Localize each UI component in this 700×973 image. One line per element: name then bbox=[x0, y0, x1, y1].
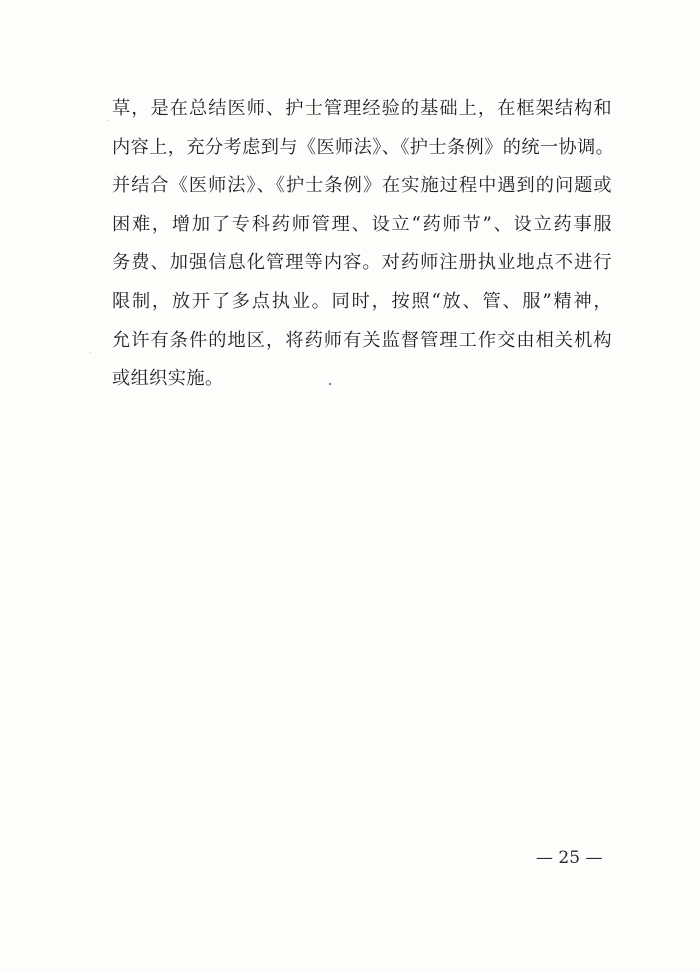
scan-speck bbox=[329, 383, 331, 385]
text-line-2: 内容上，充分考虑到与《医师法》、《护士条例》的统一协调。 bbox=[112, 136, 615, 158]
text-line-8: 或组织实施。 bbox=[112, 368, 224, 390]
page-number: — 25 — bbox=[536, 848, 603, 868]
scan-speck bbox=[107, 120, 108, 121]
body-paragraph bbox=[112, 90, 615, 399]
text-line-3: 并结合《医师法》、《护士条例》在实施过程中遇到的问题或 bbox=[112, 175, 612, 197]
text-line-4: 困难，增加了专科药师管理、设立“药师节”、设立药事服 bbox=[112, 213, 612, 235]
text-line-1: 草，是在总结医师、护士管理经验的基础上，在框架结构和 bbox=[112, 98, 612, 119]
text-line-7: 允许有条件的地区，将药师有关监督管理工作交由相关机构 bbox=[112, 329, 612, 351]
text-line-5: 务费、加强信息化管理等内容。对药师注册执业地点不进行 bbox=[112, 252, 612, 274]
scan-speck bbox=[90, 352, 91, 353]
text-line-6: 限制，放开了多点执业。同时，按照“放、管、服”精神， bbox=[112, 290, 612, 312]
